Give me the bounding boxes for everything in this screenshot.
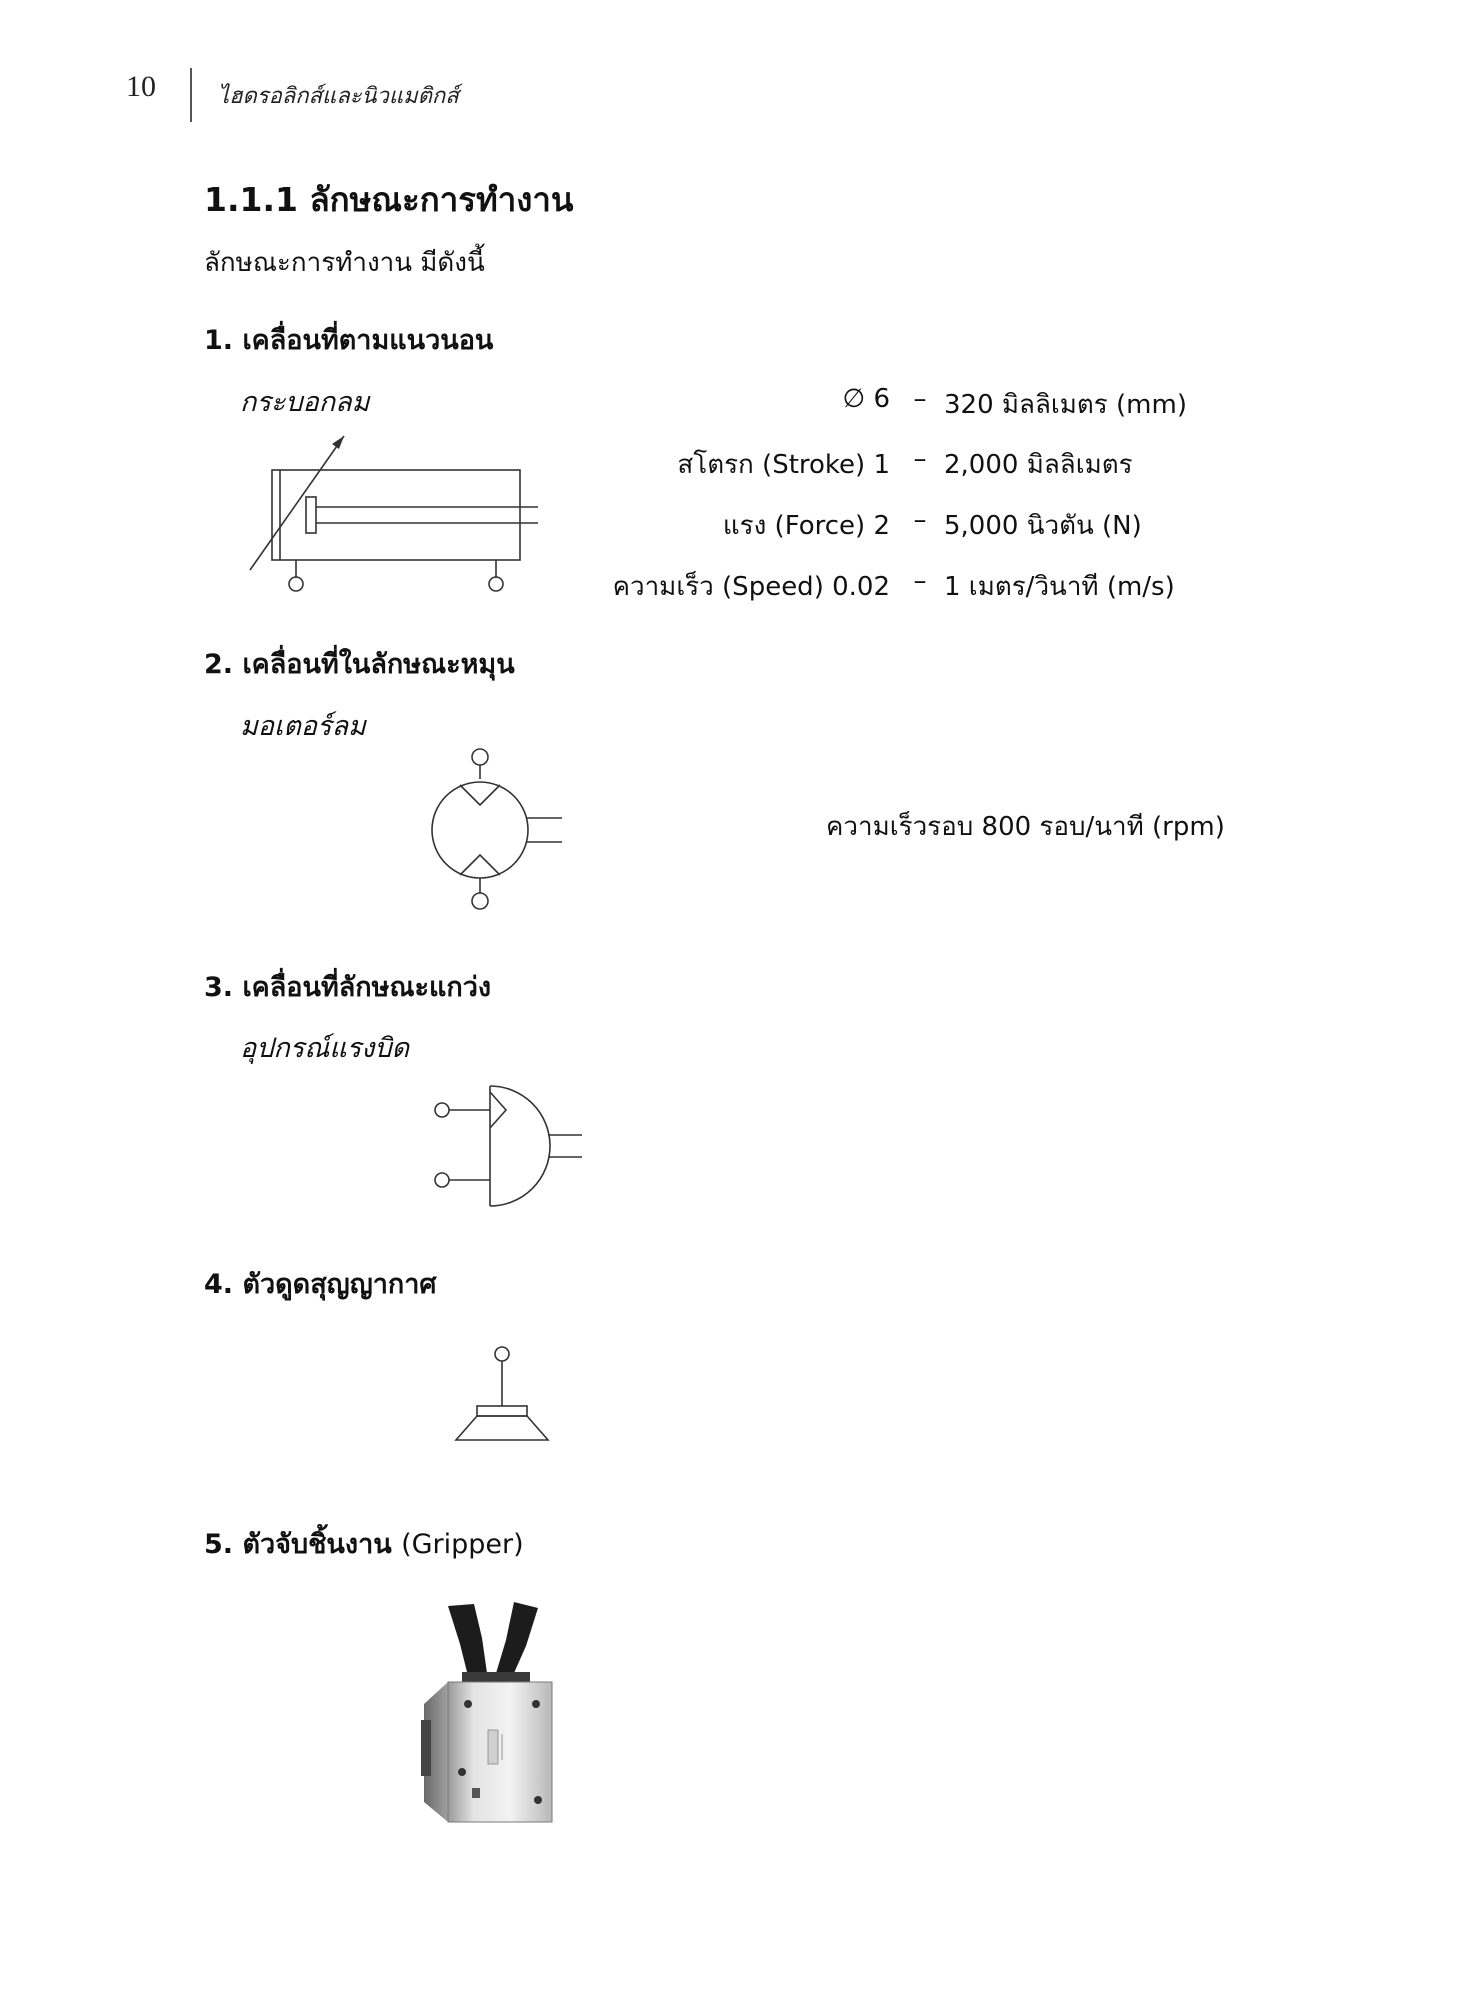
item-3-heading: 3. เคลื่อนที่ลักษณะแกว่ง — [204, 972, 492, 1003]
cylinder-speed-dash: – — [913, 566, 927, 596]
item-5-heading-bold: 5. ตัวจับชิ้นงาน — [204, 1529, 392, 1560]
vacuum-suction-cup-symbol — [452, 1340, 552, 1450]
item-5-heading-plain: (Gripper) — [401, 1529, 524, 1560]
item-1-heading: 1. เคลื่อนที่ตามแนวนอน — [204, 325, 494, 356]
cylinder-stroke-label: สโตรก (Stroke) 1 — [677, 450, 890, 480]
cylinder-force-value: 5,000 นิวตัน (N) — [944, 511, 1142, 541]
cylinder-force-dash: – — [913, 505, 927, 535]
air-motor-speed: ความเร็วรอบ 800 รอบ/นาที (rpm) — [826, 812, 1225, 842]
item-4-heading: 4. ตัวดูดสุญญากาศ — [204, 1269, 437, 1300]
cylinder-diameter-value: 320 มิลลิเมตร (mm) — [944, 390, 1187, 420]
item-2-subtitle: มอเตอร์ลม — [240, 711, 366, 742]
air-motor-symbol — [420, 745, 570, 915]
item-1-subtitle: กระบอกลม — [240, 387, 370, 418]
cylinder-speed-label: ความเร็ว (Speed) 0.02 — [612, 572, 890, 602]
cylinder-diameter-label: ∅ 6 — [842, 384, 890, 414]
cylinder-stroke-dash: – — [913, 444, 927, 474]
header-divider — [190, 68, 192, 122]
item-5-heading — [204, 1522, 524, 1565]
running-head: ไฮดรอลิกส์และนิวแมติกส์ — [218, 84, 459, 109]
rotary-actuator-symbol — [430, 1080, 590, 1220]
section-title: 1.1.1 ลักษณะการทำงาน — [204, 180, 574, 219]
cylinder-speed-value: 1 เมตร/วินาที (m/s) — [944, 572, 1175, 602]
cylinder-diameter-dash: – — [913, 384, 927, 414]
cylinder-stroke-value: 2,000 มิลลิเมตร — [944, 450, 1133, 480]
item-2-heading: 2. เคลื่อนที่ในลักษณะหมุน — [204, 649, 515, 680]
gripper-photo — [418, 1600, 568, 1825]
item-3-subtitle: อุปกรณ์แรงบิด — [240, 1033, 410, 1064]
section-intro: ลักษณะการทำงาน มีดังนี้ — [204, 248, 485, 278]
cylinder-force-label: แรง (Force) 2 — [722, 511, 890, 541]
page-number: 10 — [126, 70, 156, 103]
